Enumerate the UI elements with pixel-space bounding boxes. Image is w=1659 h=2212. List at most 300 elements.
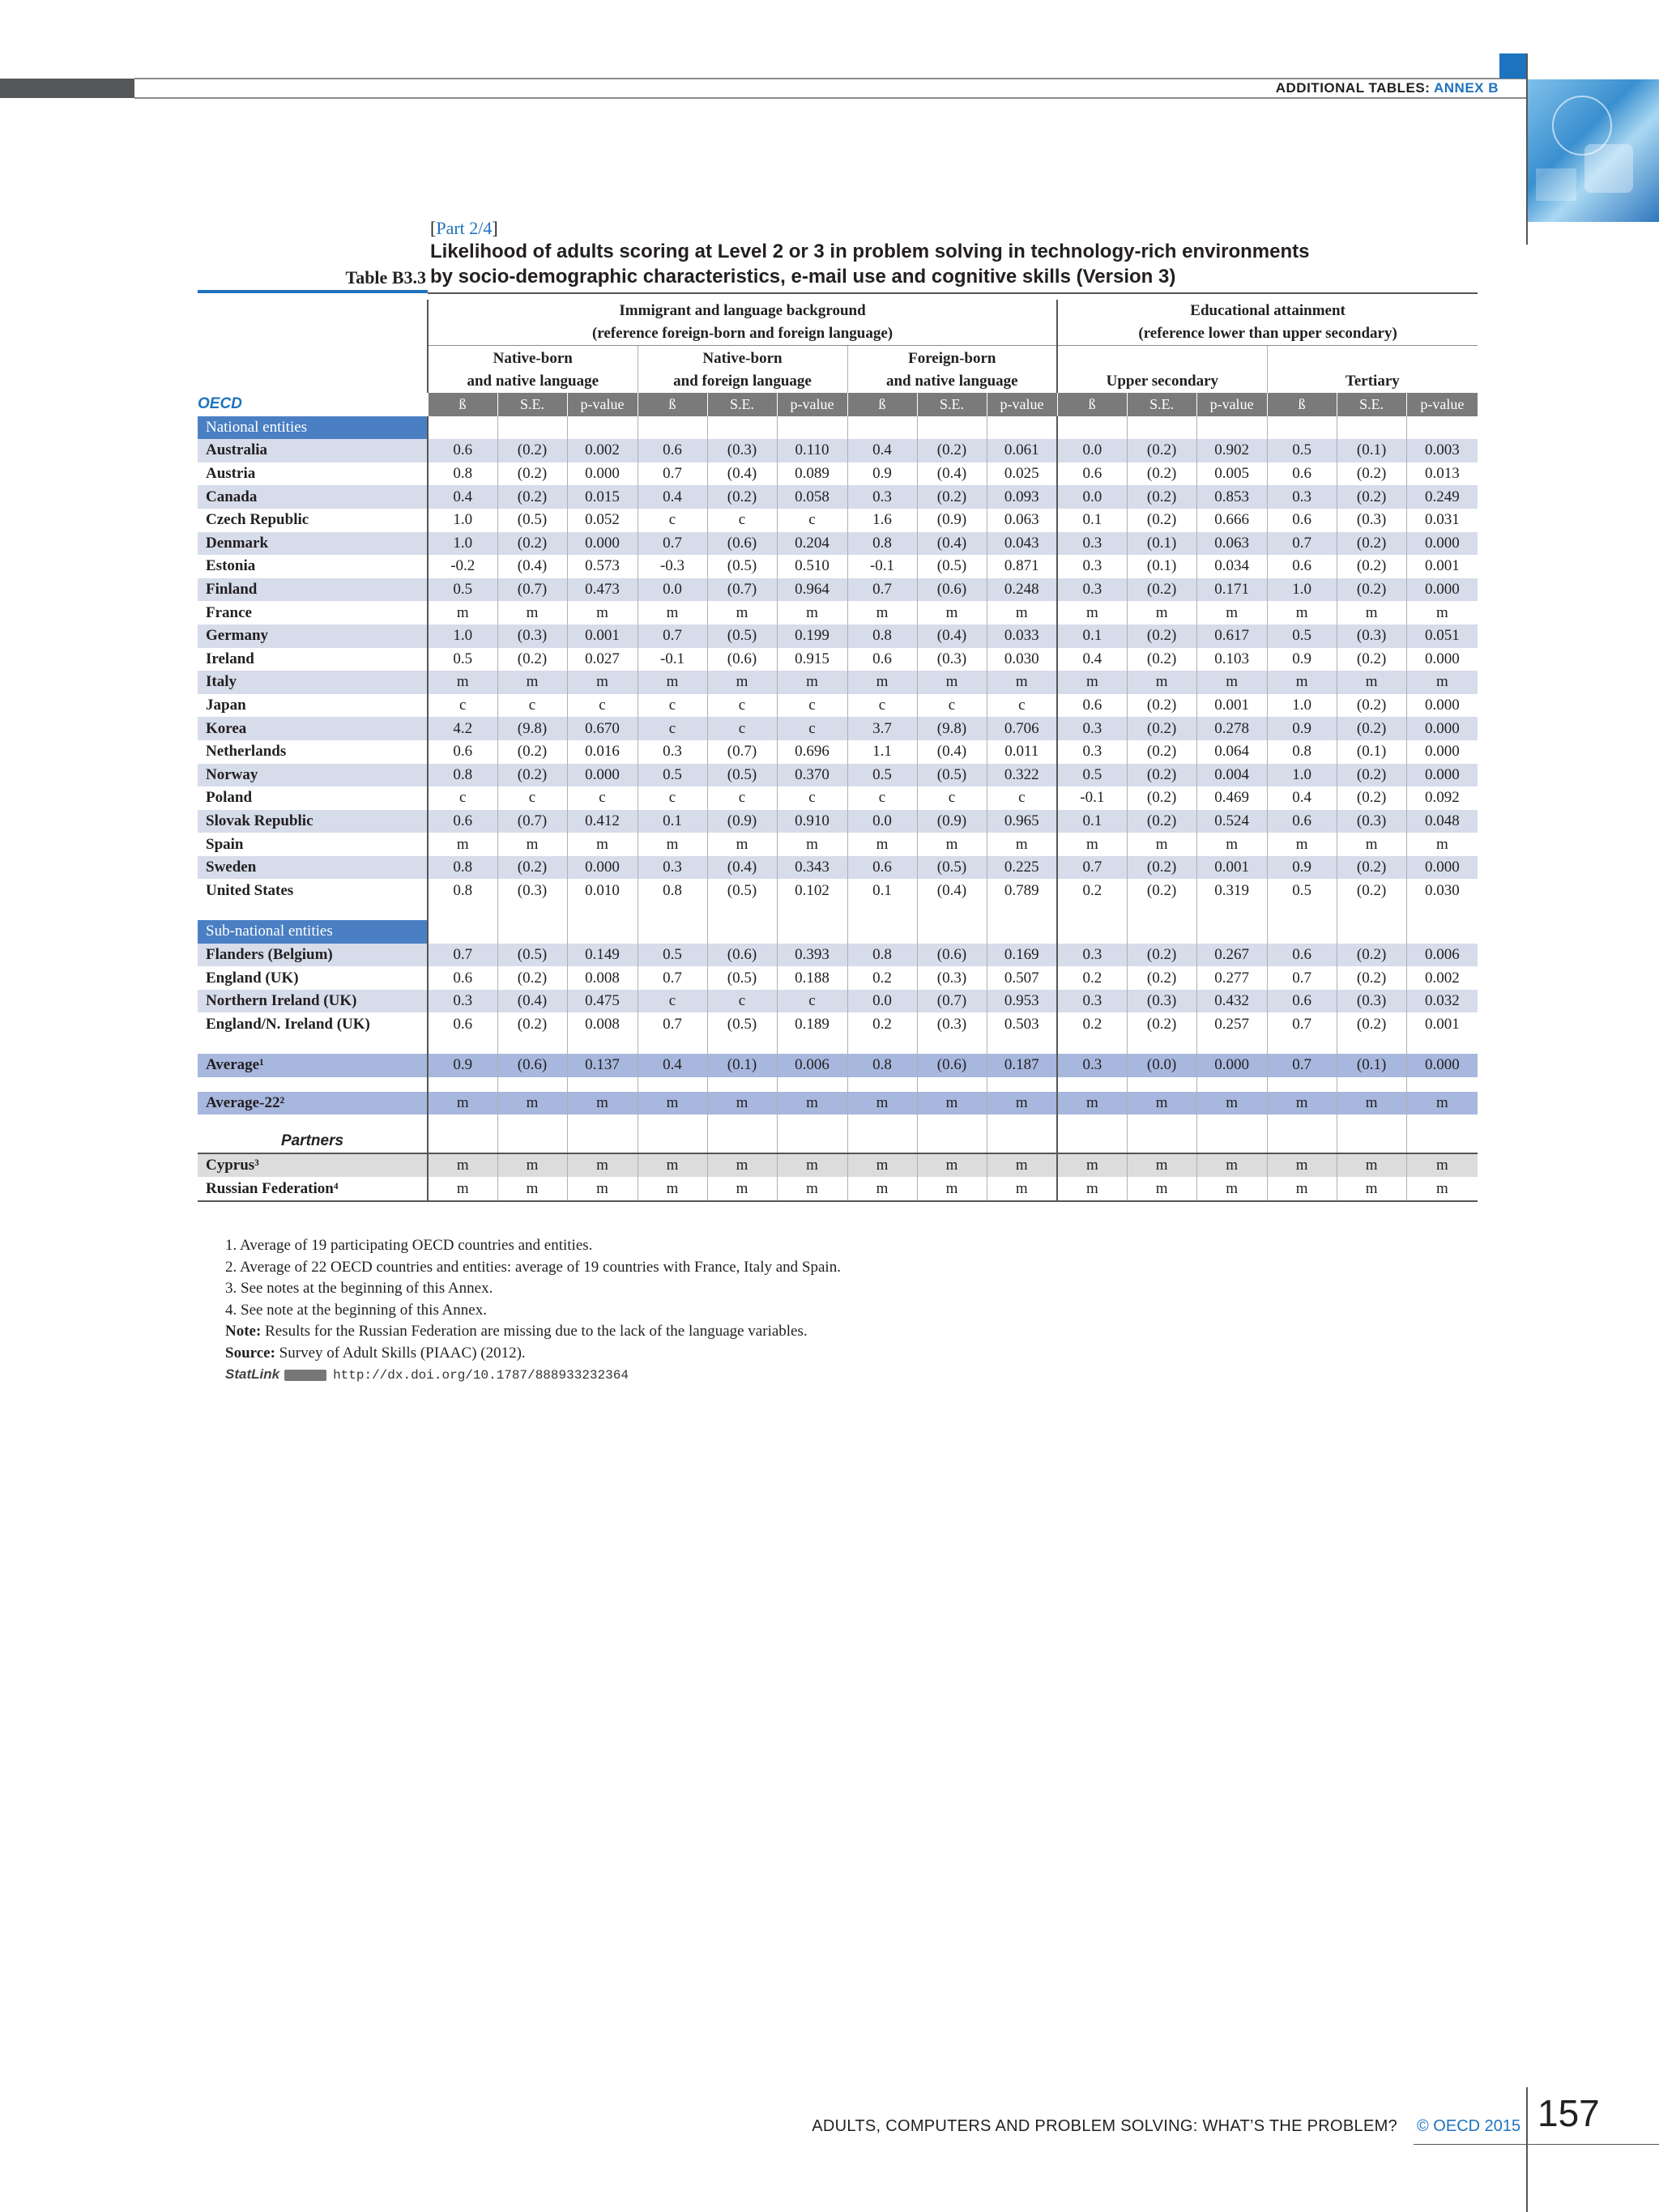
table-cell: 0.149 [567,944,638,967]
table-cell: 0.4 [638,1054,707,1077]
column-header-1: ß [428,393,497,416]
table-cell: (0.2) [1337,485,1406,509]
table-row [198,944,1478,967]
table-label: Table B3.3 [345,267,426,288]
table-cell: 0.000 [1406,578,1478,602]
row-label: Ireland [206,650,254,667]
table-cell: 0.4 [638,485,707,509]
table-cell: 0.064 [1196,740,1267,764]
table-cell: 0.110 [777,439,847,462]
table-cell: 1.0 [1267,694,1337,718]
table-cell: (0.2) [917,439,987,462]
table-cell: m [917,833,987,856]
table-cell: 0.015 [567,485,638,509]
table-cell: 0.6 [428,966,497,990]
table-cell: c [567,694,638,718]
table-cell: 0.3 [1057,555,1127,578]
column-header-7: ß [847,393,917,416]
table-cell: 0.507 [987,966,1057,990]
row-label: Czech Republic [206,511,309,529]
table-cell: m [428,601,497,624]
table-cell: 0.093 [987,485,1057,509]
table-cell: m [777,671,847,694]
table-cell: 0.370 [777,764,847,787]
row-label: Korea [198,717,428,740]
table-cell: 0.000 [567,764,638,787]
table-row [198,555,1478,578]
table-row [198,810,1478,833]
table-cell: (0.2) [1337,786,1406,810]
table-cell: 0.6 [1267,944,1337,967]
table-cell: 0.6 [1267,509,1337,532]
column-header-4: ß [638,393,707,416]
table-cell: 0.000 [1196,1054,1267,1077]
table-cell: 0.6 [1267,555,1337,578]
table-cell: 0.011 [987,740,1057,764]
header-rule-bottom [134,97,1526,99]
table-cell: 0.063 [1196,532,1267,556]
table-cell: 0.001 [1406,555,1478,578]
table-cell: m [1196,1177,1267,1201]
table-cell: m [777,1092,847,1115]
table-cell: 0.8 [847,624,917,648]
table-cell: m [917,1177,987,1201]
table-cell: (0.3) [917,648,987,671]
table-cell: 0.002 [1406,966,1478,990]
table-cell: c [567,786,638,810]
table-cell: (0.5) [707,879,777,902]
table-row [198,601,1478,624]
table-cell: 0.000 [1406,856,1478,880]
table-cell: 0.322 [987,764,1057,787]
table-cell: (0.3) [917,1012,987,1036]
table-cell: m [1406,601,1478,624]
table-row [198,1177,1478,1201]
table-cell: 0.048 [1406,810,1478,833]
table-row [198,485,1478,509]
table-cell: 0.6 [847,856,917,880]
table-cell: 0.000 [1406,764,1478,787]
table-cell: (0.5) [917,555,987,578]
table-cell: (0.2) [497,966,567,990]
statlink[interactable] [225,1364,841,1387]
table-cell: m [987,1092,1057,1115]
table-top-rule [428,292,1478,294]
table-cell: (0.2) [1127,879,1196,902]
table-cell: 0.089 [777,462,847,486]
table-cell: m [1057,833,1127,856]
running-header-prefix: ADDITIONAL TABLES: [1275,80,1431,96]
table-cell: m [1057,1177,1127,1201]
table-row [198,648,1478,671]
statlink-label: StatLink [225,1366,280,1382]
table-cell: (0.1) [1337,740,1406,764]
row-label: Denmark [198,532,428,556]
table-cell: 0.9 [428,1054,497,1077]
table-cell: (0.7) [707,740,777,764]
column-header-14: S.E. [1337,393,1406,416]
table-cell: c [917,694,987,718]
table-cell: 0.9 [1267,856,1337,880]
table-cell: 0.2 [1057,879,1127,902]
table-cell: (0.2) [1337,764,1406,787]
table-cell: 0.5 [638,944,707,967]
table-cell: m [1127,1153,1196,1178]
statlink-url[interactable]: http://dx.doi.org/10.1787/888933232364 [333,1368,629,1383]
table-cell: 0.0 [1057,485,1127,509]
national-entities-header [198,416,1478,440]
table-cell: c [707,509,777,532]
table-cell: 0.5 [1267,439,1337,462]
table-cell: m [1057,671,1127,694]
table-cell: (0.3) [497,624,567,648]
table-cell: (0.4) [917,740,987,764]
table-gap [198,1115,1478,1129]
table-cell: -0.1 [1057,786,1127,810]
table-cell: m [1337,1092,1406,1115]
table-cell: m [567,1177,638,1201]
table-cell: 0.3 [1057,532,1127,556]
table-cell: m [847,671,917,694]
table-cell: 0.000 [1406,1054,1478,1077]
table-cell: m [1057,1092,1127,1115]
table-cell: (9.8) [497,717,567,740]
table-cell: 0.1 [638,810,707,833]
table-cell: 0.043 [987,532,1057,556]
table-cell: 0.5 [847,764,917,787]
table-cell: 0.5 [638,764,707,787]
table-cell: m [638,1092,707,1115]
row-label: Slovak Republic [198,810,428,833]
table-row [198,786,1478,810]
table-cell: c [917,786,987,810]
table-cell: 0.670 [567,717,638,740]
note-source: Source: Survey of Adult Skills (PIAAC) (2012). [225,1344,526,1362]
table-cell: c [638,694,707,718]
table-cell: m [1267,1092,1337,1115]
table-cell: m [777,601,847,624]
column-header-5: S.E. [707,393,777,416]
table-cell: 0.189 [777,1012,847,1036]
table-cell: (0.3) [1337,810,1406,833]
table-cell: m [428,671,497,694]
table-cell: 0.034 [1196,555,1267,578]
table-cell: m [777,1153,847,1178]
table-cell: (0.2) [1337,879,1406,902]
table-cell: 0.008 [567,966,638,990]
table-cell: c [707,786,777,810]
table-cell: 0.319 [1196,879,1267,902]
table-cell: m [707,1092,777,1115]
table-cell: (0.6) [707,944,777,967]
table-cell: m [917,671,987,694]
table-cell: (0.2) [1337,1012,1406,1036]
table-cell: 0.051 [1406,624,1478,648]
table-cell: 0.2 [847,966,917,990]
table-cell: 0.8 [428,462,497,486]
table-cell: 0.617 [1196,624,1267,648]
table-cell: 0.3 [1057,578,1127,602]
table-cell: (0.3) [497,879,567,902]
table-cell: (0.5) [707,624,777,648]
table-cell: m [1267,1177,1337,1201]
table-cell: (0.5) [917,764,987,787]
table-cell: c [497,786,567,810]
row-label: Northern Ireland (UK) [198,990,428,1013]
table-cell: 0.7 [638,1012,707,1036]
table-cell: 0.7 [638,966,707,990]
table-cell: (0.5) [497,509,567,532]
table-cell: 0.3 [428,990,497,1013]
header-blue-square [1499,53,1526,79]
table-cell: 0.696 [777,740,847,764]
table-cell: 0.7 [638,532,707,556]
column-header-12: p-value [1196,393,1267,416]
table-cell: 0.000 [1406,532,1478,556]
table-cell: (0.3) [1337,624,1406,648]
table-cell: 0.7 [638,624,707,648]
table-cell: (0.6) [917,944,987,967]
table-row [198,1153,1478,1178]
table-cell: m [1196,671,1267,694]
table-cell: m [567,671,638,694]
table-cell: 0.5 [1267,624,1337,648]
table-cell: 0.7 [1057,856,1127,880]
row-label: Cyprus³ [198,1153,428,1178]
table-cell: 0.4 [1267,786,1337,810]
table-cell: m [1406,833,1478,856]
table-cell: 0.2 [1057,966,1127,990]
table-cell: c [428,694,497,718]
column-header-9: p-value [987,393,1057,416]
table-row [198,1054,1478,1077]
table-cell: 0.953 [987,990,1057,1013]
table-cell: 0.902 [1196,439,1267,462]
table-cell: m [428,1153,497,1178]
table-cell: m [428,1177,497,1201]
table-cell: 0.4 [428,485,497,509]
table-cell: 0.052 [567,509,638,532]
table-cell: (0.2) [1127,462,1196,486]
table-cell: m [497,1153,567,1178]
table-cell: 0.2 [1057,1012,1127,1036]
table-cell: 1.6 [847,509,917,532]
table-cell: (0.3) [917,966,987,990]
table-cell: (0.2) [1127,694,1196,718]
subnational-entities-header-label: Sub-national entities [198,920,428,944]
table-cell: 0.6 [638,439,707,462]
table-cell: 0.965 [987,810,1057,833]
row-label: Spain [206,835,244,853]
table-row [198,856,1478,880]
table-cell: m [1267,833,1337,856]
table-cell: 0.058 [777,485,847,509]
table-cell: 0.7 [428,944,497,967]
column-header-row [198,393,1478,416]
table-cell: 0.006 [777,1054,847,1077]
table-row [198,879,1478,902]
table-cell: (0.1) [707,1054,777,1077]
table-cell: m [777,833,847,856]
table-cell: m [638,1153,707,1178]
table-cell: 0.010 [567,879,638,902]
table-cell: 0.248 [987,578,1057,602]
table-cell: 0.7 [1267,966,1337,990]
column-header-3: p-value [567,393,638,416]
table-cell: (0.2) [1337,944,1406,967]
table-cell: 0.6 [1267,462,1337,486]
running-header-accent: ANNEX B [1433,80,1499,96]
table-cell: 0.910 [777,810,847,833]
table-cell: 0.031 [1406,509,1478,532]
table-cell: (0.5) [707,555,777,578]
subnational-entities-header [198,920,1478,944]
table-cell: (0.2) [1127,856,1196,880]
table-cell: 0.666 [1196,509,1267,532]
table-cell: (0.4) [497,990,567,1013]
oecd-label: OECD [198,395,242,413]
table-cell: 0.393 [777,944,847,967]
table-cell: c [638,786,707,810]
row-label: Netherlands [206,743,287,761]
table-cell: (0.2) [1127,624,1196,648]
table-cell: 0.277 [1196,966,1267,990]
table-cell: (0.2) [1337,532,1406,556]
table-cell: 0.004 [1196,764,1267,787]
table-cell: 0.032 [1406,990,1478,1013]
table-cell: (0.3) [1337,509,1406,532]
table-cell: 0.267 [1196,944,1267,967]
table-cell: m [1337,671,1406,694]
table-cell: m [428,1092,497,1115]
table-cell: m [917,601,987,624]
group-header-immigrant: Immigrant and language background (reference foreign-born and foreign language) [428,300,1057,346]
table-cell: 0.225 [987,856,1057,880]
table-cell: m [567,601,638,624]
table-cell: 0.0 [847,990,917,1013]
table-cell: m [987,1177,1057,1201]
table-cell: c [707,990,777,1013]
column-header-6: p-value [777,393,847,416]
national-entities-header-label: National entities [198,416,428,440]
table-cell: (0.2) [497,856,567,880]
note-4: 4. See note at the beginning of this Annex. [225,1301,487,1319]
table-cell: m [1406,1153,1478,1178]
table-cell: (0.2) [497,764,567,787]
table-cell: 0.510 [777,555,847,578]
table-cell: c [638,990,707,1013]
table-cell: 0.8 [428,856,497,880]
table-cell: 0.6 [428,1012,497,1036]
table-cell: m [428,833,497,856]
table-cell: 0.7 [1267,532,1337,556]
table-cell: 0.257 [1196,1012,1267,1036]
table-cell: 4.2 [428,717,497,740]
table-cell: 0.000 [1406,694,1478,718]
footer-book-title: ADULTS, COMPUTERS AND PROBLEM SOLVING: WHAT’S THE PROBLEM? [812,2117,1397,2135]
table-cell: m [1127,1092,1196,1115]
table-cell: 0.412 [567,810,638,833]
table-cell: 3.7 [847,717,917,740]
table-cell: (0.6) [917,1054,987,1077]
table-cell: (0.5) [497,944,567,967]
table-gap [198,1036,1478,1054]
table-cell: 0.4 [1057,648,1127,671]
table-cell: 0.432 [1196,990,1267,1013]
table-cell: m [638,833,707,856]
table-cell: m [707,1153,777,1178]
table-cell: 0.0 [847,810,917,833]
table-cell: 0.187 [987,1054,1057,1077]
table-cell: m [847,833,917,856]
table-cell: c [777,990,847,1013]
table-cell: -0.3 [638,555,707,578]
table-cell: 0.6 [1057,462,1127,486]
table-cell: m [638,1177,707,1201]
table-cell: 0.1 [1057,624,1127,648]
table-cell: (0.2) [1127,648,1196,671]
table-cell: -0.1 [638,648,707,671]
table-cell: m [707,601,777,624]
row-label: England (UK) [206,969,299,987]
table-cell: 0.503 [987,1012,1057,1036]
table-cell: (0.2) [497,740,567,764]
table-cell: -0.1 [847,555,917,578]
table-cell: 0.8 [1267,740,1337,764]
table-cell: 0.000 [567,532,638,556]
table-cell: 0.016 [567,740,638,764]
table-cell: 0.475 [567,990,638,1013]
table-cell: 0.8 [847,1054,917,1077]
table-cell: (0.2) [1337,694,1406,718]
table-cell: 0.8 [847,944,917,967]
table-cell: 0.871 [987,555,1057,578]
table-cell: (0.2) [1337,856,1406,880]
table-cell: m [1127,601,1196,624]
column-header-8: S.E. [917,393,987,416]
footer-copyright: © OECD 2015 [1417,2117,1521,2135]
table-cell: m [847,1177,917,1201]
table-row [198,624,1478,648]
table-cell: m [707,671,777,694]
table-cell: c [707,717,777,740]
table-cell: 0.169 [987,944,1057,967]
table-cell: m [497,1092,567,1115]
table-cell: 0.005 [1196,462,1267,486]
table-cell: (0.2) [1337,578,1406,602]
table-cell: 0.343 [777,856,847,880]
table-cell: 0.000 [1406,648,1478,671]
partners-header-row [198,1129,1478,1153]
table-row [198,671,1478,694]
table-cell: 0.137 [567,1054,638,1077]
table-cell: c [638,717,707,740]
table-cell: (0.2) [1127,810,1196,833]
table-label-underline [198,290,428,293]
table-cell: 0.001 [1196,694,1267,718]
table-cell: c [428,786,497,810]
table-cell: c [847,694,917,718]
table-row [198,694,1478,718]
table-cell: (0.2) [497,532,567,556]
table-cell: 0.6 [847,648,917,671]
table-cell: 0.000 [1406,717,1478,740]
table-cell: (0.5) [917,856,987,880]
table-cell: 0.5 [1057,764,1127,787]
row-label: Japan [206,697,246,714]
table-cell: (0.3) [707,439,777,462]
table-cell: m [638,601,707,624]
